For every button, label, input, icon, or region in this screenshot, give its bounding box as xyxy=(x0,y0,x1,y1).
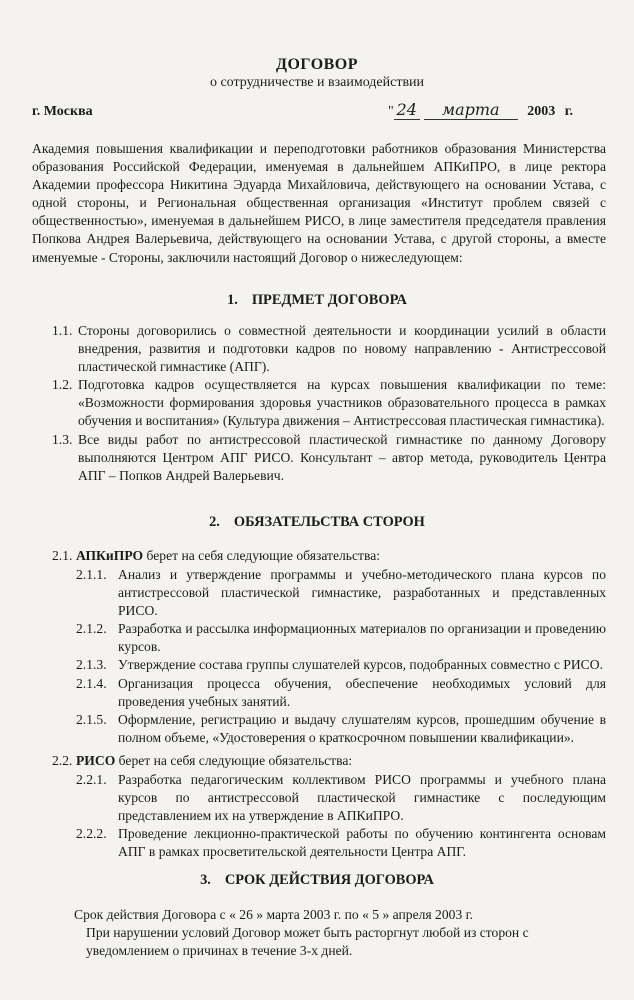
riso-obligations-list xyxy=(76,771,606,861)
item-number: 2.1.1. xyxy=(76,567,107,582)
section-2-number: 2. xyxy=(209,514,220,530)
list-item xyxy=(76,711,606,747)
apkipro-obligations-list xyxy=(76,566,606,747)
date-open-quote: " xyxy=(388,104,394,119)
item-text: Подготовка кадров осуществляется на курсах повышения квалификации по теме: «Возможности формирования здоровья участников образовательного процесса в рамках обучения и воспитания» (Культура движения – Антистрессовая пластическая гимнастика). xyxy=(78,377,606,429)
item-text: Все виды работ по антистрессовой пластической гимнастике по данному Договору выполняются Центром АПГ РИСО. Консультант – автор метода, руководитель Центра АПГ – Попков Андрей Валерьевич. xyxy=(78,431,606,483)
list-item xyxy=(76,825,606,861)
item-number: 1.2. xyxy=(52,377,73,393)
item-text: Стороны договорились о совместной деятельности и координации усилий в области внедрения, развития и подготовки кадров по новому направлению - Антистрессовой пластической гимнастике (АПГ). xyxy=(78,323,606,375)
list-item xyxy=(52,431,606,485)
list-item xyxy=(76,656,606,674)
intro-paragraph: Академия повышения квалификации и переподготовки работников образования Министерства образования Российской Федерации, именуемая в дальнейшем АПКиПРО, в лице ректора Академии профессора Никитина Эдуарда Михайловича, действующего на основании Устава, с одной стороны, и Региональная общественная организация «Институт проблем связей с общественностью», именуемая в дальнейшем РИСО, в лице заместителя председателя правления Попкова Андрея Валерьевича, действующего на основании Устава, с другой стороны, а вместе именуемые - Стороны, заключили настоящий Договор о нижеследующем: xyxy=(32,141,606,265)
party-name: АПКиПРО xyxy=(76,548,144,563)
section-2-title: ОБЯЗАТЕЛЬСТВА СТОРОН xyxy=(233,514,425,530)
document-subtitle: о сотрудничестве и взаимодействии xyxy=(209,75,425,90)
item-text: Анализ и утверждение программы и учебно-методического плана курсов по антистрессовой пластической гимнастике, разработанных и представленных РИСО. xyxy=(118,567,606,619)
item-text: Организация процесса обучения, обеспечение необходимых условий для проведения учебных занятий. xyxy=(118,675,606,709)
item-number: 2.2. xyxy=(52,753,73,768)
item-number: 1.3. xyxy=(52,431,73,447)
item-number: 2.1.5. xyxy=(76,711,107,727)
obligation-header xyxy=(52,752,606,770)
obligation-intro: берет на себя следующие обязательства: xyxy=(143,548,381,563)
item-text: Утверждение состава группы слушателей курсов, подобранных совместно с РИСО. xyxy=(118,657,603,673)
section-3-title: СРОК ДЕЙСТВИЯ ДОГОВОРА xyxy=(224,872,434,888)
section-1-title: ПРЕДМЕТ ДОГОВОРА xyxy=(251,292,407,308)
date-day-handwritten: 24 xyxy=(394,100,420,120)
term-line: Срок действия Договора с « 26 » марта 2003 г. по « 5 » апреля 2003 г. xyxy=(74,907,474,922)
item-text: Оформление, регистрацию и выдачу слушателям курсов, прошедшим обучение в полном объеме, «Удостоверения о краткосрочном повышении квалификации». xyxy=(118,711,606,745)
date-month-handwritten: марта xyxy=(424,100,518,120)
list-item xyxy=(76,566,606,620)
obligation-header xyxy=(52,547,606,565)
document-title: ДОГОВОР xyxy=(275,56,359,73)
obligation-apkipro xyxy=(52,547,606,565)
obligation-intro: берет на себя следующие обязательства: xyxy=(115,753,353,768)
item-number: 2.1.3. xyxy=(76,657,107,673)
section-1-list xyxy=(52,322,606,485)
section-2-heading xyxy=(0,514,634,531)
item-text: Разработка педагогическим коллективом РИСО программы и учебного плана курсов по антистрессовой пластической гимнастике с последующим представлением их на утверждение в АПКиПРО. xyxy=(118,772,606,824)
date-year: 2003 xyxy=(527,104,556,119)
item-number: 2.1.4. xyxy=(76,675,107,691)
list-item xyxy=(76,675,606,711)
contract-date xyxy=(388,100,588,120)
item-text: Разработка и рассылка информационных материалов по организации и проведению курсов. xyxy=(118,621,606,655)
item-number: 1.1. xyxy=(52,323,73,338)
list-item xyxy=(76,771,606,825)
city: г. Москва xyxy=(32,104,93,119)
section-1-number: 1. xyxy=(227,292,238,308)
item-text: Проведение лекционно-практической работы по обучению контингента основам АПГ в рамках просветительской деятельности Центра АПГ. xyxy=(118,826,606,860)
item-number: 2.1. xyxy=(52,548,73,563)
section-3-heading xyxy=(0,872,634,889)
item-number: 2.2.2. xyxy=(76,826,107,842)
item-number: 2.2.1. xyxy=(76,772,107,787)
item-number: 2.1.2. xyxy=(76,621,107,637)
section-3-number: 3. xyxy=(200,872,211,888)
list-item xyxy=(52,376,606,430)
termination-clause: При нарушении условий Договор может быть расторгнут любой из сторон с уведомлением о причинах в течение 3-х дней. xyxy=(86,925,529,959)
party-name: РИСО xyxy=(76,753,116,768)
date-year-suffix: г. xyxy=(564,104,573,119)
list-item xyxy=(76,620,606,656)
obligation-riso xyxy=(52,752,606,770)
section-1-heading xyxy=(0,292,634,309)
list-item xyxy=(52,322,606,376)
